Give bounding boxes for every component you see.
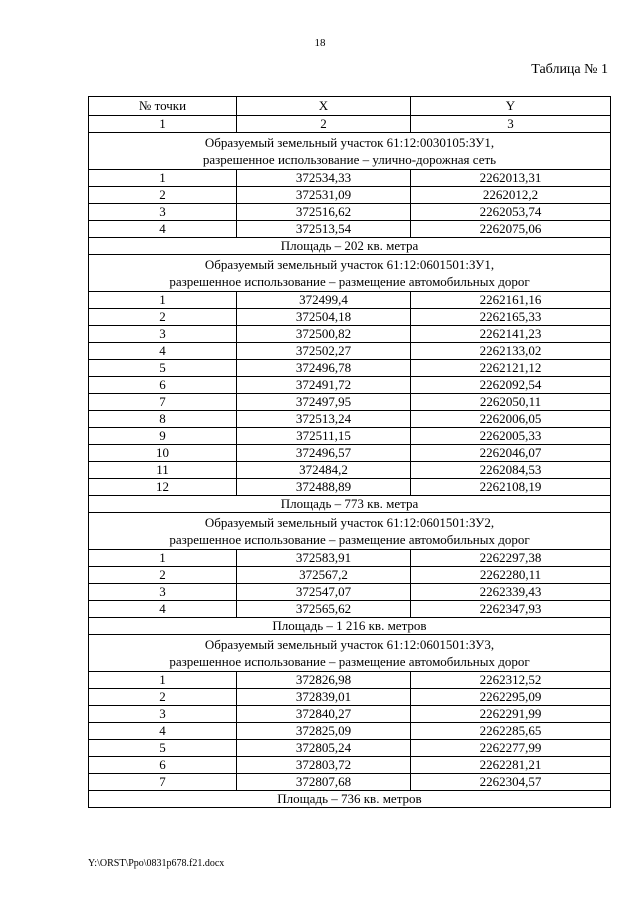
point-number-cell: 4 — [89, 601, 237, 618]
point-number-cell: 3 — [89, 584, 237, 601]
point-number-cell: 3 — [89, 326, 237, 343]
section-title-row — [89, 133, 611, 170]
y-cell: 2262121,12 — [411, 360, 611, 377]
x-cell: 372840,27 — [237, 706, 411, 723]
area-row — [89, 618, 611, 635]
y-cell: 2262046,07 — [411, 445, 611, 462]
point-number-cell: 2 — [89, 187, 237, 204]
table-row — [89, 343, 611, 360]
table-row — [89, 309, 611, 326]
x-cell: 372547,07 — [237, 584, 411, 601]
column-number: 1 — [89, 116, 237, 133]
table-row — [89, 479, 611, 496]
y-cell: 2262075,06 — [411, 221, 611, 238]
table-row — [89, 445, 611, 462]
table-row — [89, 462, 611, 479]
table-row — [89, 672, 611, 689]
y-cell: 2262295,09 — [411, 689, 611, 706]
table-row — [89, 411, 611, 428]
point-number-cell: 1 — [89, 672, 237, 689]
x-cell: 372513,54 — [237, 221, 411, 238]
section-title-row — [89, 635, 611, 672]
area-value: Площадь – 773 кв. метра — [89, 496, 611, 513]
x-cell: 372803,72 — [237, 757, 411, 774]
point-number-cell: 6 — [89, 377, 237, 394]
y-cell: 2262108,19 — [411, 479, 611, 496]
column-number-row — [89, 116, 611, 133]
table-row — [89, 689, 611, 706]
x-cell: 372500,82 — [237, 326, 411, 343]
section-title — [89, 133, 611, 170]
x-cell: 372531,09 — [237, 187, 411, 204]
y-cell: 2262277,99 — [411, 740, 611, 757]
y-cell: 2262297,38 — [411, 550, 611, 567]
table-row — [89, 170, 611, 187]
point-number-cell: 7 — [89, 394, 237, 411]
point-number-cell: 10 — [89, 445, 237, 462]
section-title-line2: разрешенное использование – размещение автомобильных дорог — [169, 274, 530, 289]
y-cell: 2262285,65 — [411, 723, 611, 740]
point-number-cell: 5 — [89, 740, 237, 757]
point-number-cell: 8 — [89, 411, 237, 428]
section-title — [89, 255, 611, 292]
y-cell: 2262013,31 — [411, 170, 611, 187]
point-number-cell: 3 — [89, 204, 237, 221]
table-row — [89, 377, 611, 394]
x-cell: 372826,98 — [237, 672, 411, 689]
point-number-cell: 2 — [89, 567, 237, 584]
point-number-cell: 5 — [89, 360, 237, 377]
x-cell: 372807,68 — [237, 774, 411, 791]
x-cell: 372511,15 — [237, 428, 411, 445]
x-cell: 372567,2 — [237, 567, 411, 584]
table-row — [89, 221, 611, 238]
point-number-cell: 4 — [89, 343, 237, 360]
point-number-cell: 3 — [89, 706, 237, 723]
column-number: 2 — [237, 116, 411, 133]
table-row — [89, 567, 611, 584]
header-x: X — [237, 97, 411, 116]
section-title-line1: Образуемый земельный участок 61:12:0030105:ЗУ1, — [204, 135, 495, 150]
table-row — [89, 394, 611, 411]
x-cell: 372488,89 — [237, 479, 411, 496]
x-cell: 372504,18 — [237, 309, 411, 326]
x-cell: 372502,27 — [237, 343, 411, 360]
x-cell: 372491,72 — [237, 377, 411, 394]
y-cell: 2262161,16 — [411, 292, 611, 309]
point-number-cell: 1 — [89, 550, 237, 567]
x-cell: 372565,62 — [237, 601, 411, 618]
table-row — [89, 428, 611, 445]
y-cell: 2262050,11 — [411, 394, 611, 411]
table-row — [89, 723, 611, 740]
page-number: 18 — [314, 37, 326, 49]
y-cell: 2262165,33 — [411, 309, 611, 326]
table-row — [89, 292, 611, 309]
table-row — [89, 601, 611, 618]
area-value: Площадь – 1 216 кв. метров — [89, 618, 611, 635]
point-number-cell: 2 — [89, 689, 237, 706]
table-row — [89, 550, 611, 567]
y-cell: 2262304,57 — [411, 774, 611, 791]
y-cell: 2262053,74 — [411, 204, 611, 221]
point-number-cell: 4 — [89, 221, 237, 238]
x-cell: 372513,24 — [237, 411, 411, 428]
x-cell: 372839,01 — [237, 689, 411, 706]
x-cell: 372516,62 — [237, 204, 411, 221]
table-header-row — [89, 97, 611, 116]
y-cell: 2262012,2 — [411, 187, 611, 204]
coordinates-table — [88, 96, 611, 808]
table-row — [89, 584, 611, 601]
x-cell: 372534,33 — [237, 170, 411, 187]
section-title-line2: разрешенное использование – размещение автомобильных дорог — [169, 654, 530, 669]
section-title-line1: Образуемый земельный участок 61:12:0601501:ЗУ3, — [204, 637, 495, 652]
table-row — [89, 740, 611, 757]
section-title-line2: разрешенное использование – улично-дорожная сеть — [202, 152, 497, 167]
y-cell: 2262141,23 — [411, 326, 611, 343]
table-row — [89, 360, 611, 377]
area-value: Площадь – 202 кв. метра — [89, 238, 611, 255]
y-cell: 2262339,43 — [411, 584, 611, 601]
area-value: Площадь – 736 кв. метров — [89, 791, 611, 808]
x-cell: 372484,2 — [237, 462, 411, 479]
section-title-line1: Образуемый земельный участок 61:12:0601501:ЗУ1, — [204, 257, 495, 272]
point-number-cell: 6 — [89, 757, 237, 774]
column-number: 3 — [411, 116, 611, 133]
table-row — [89, 757, 611, 774]
table-row — [89, 204, 611, 221]
table-row — [89, 706, 611, 723]
point-number-cell: 7 — [89, 774, 237, 791]
y-cell: 2262347,93 — [411, 601, 611, 618]
area-row — [89, 238, 611, 255]
y-cell: 2262006,05 — [411, 411, 611, 428]
point-number-cell: 11 — [89, 462, 237, 479]
section-title-row — [89, 255, 611, 292]
y-cell: 2262084,53 — [411, 462, 611, 479]
x-cell: 372499,4 — [237, 292, 411, 309]
point-number-cell: 4 — [89, 723, 237, 740]
table-caption: Таблица № 1 — [531, 62, 608, 77]
y-cell: 2262092,54 — [411, 377, 611, 394]
y-cell: 2262312,52 — [411, 672, 611, 689]
y-cell: 2262280,11 — [411, 567, 611, 584]
header-y: Y — [411, 97, 611, 116]
y-cell: 2262133,02 — [411, 343, 611, 360]
point-number-cell: 12 — [89, 479, 237, 496]
y-cell: 2262281,21 — [411, 757, 611, 774]
section-title — [89, 635, 611, 672]
y-cell: 2262291,99 — [411, 706, 611, 723]
header-point-number: № точки — [89, 97, 237, 116]
x-cell: 372825,09 — [237, 723, 411, 740]
section-title — [89, 513, 611, 550]
table-row — [89, 774, 611, 791]
area-row — [89, 791, 611, 808]
x-cell: 372583,91 — [237, 550, 411, 567]
section-title-line1: Образуемый земельный участок 61:12:0601501:ЗУ2, — [204, 515, 495, 530]
area-row — [89, 496, 611, 513]
point-number-cell: 1 — [89, 170, 237, 187]
point-number-cell: 9 — [89, 428, 237, 445]
y-cell: 2262005,33 — [411, 428, 611, 445]
x-cell: 372805,24 — [237, 740, 411, 757]
footer-file-path: Y:\ORST\Ppo\0831p678.f21.docx — [88, 858, 225, 869]
x-cell: 372496,78 — [237, 360, 411, 377]
table-row — [89, 326, 611, 343]
section-title-line2: разрешенное использование – размещение автомобильных дорог — [169, 532, 530, 547]
section-title-row — [89, 513, 611, 550]
point-number-cell: 2 — [89, 309, 237, 326]
x-cell: 372497,95 — [237, 394, 411, 411]
point-number-cell: 1 — [89, 292, 237, 309]
x-cell: 372496,57 — [237, 445, 411, 462]
table-row — [89, 187, 611, 204]
